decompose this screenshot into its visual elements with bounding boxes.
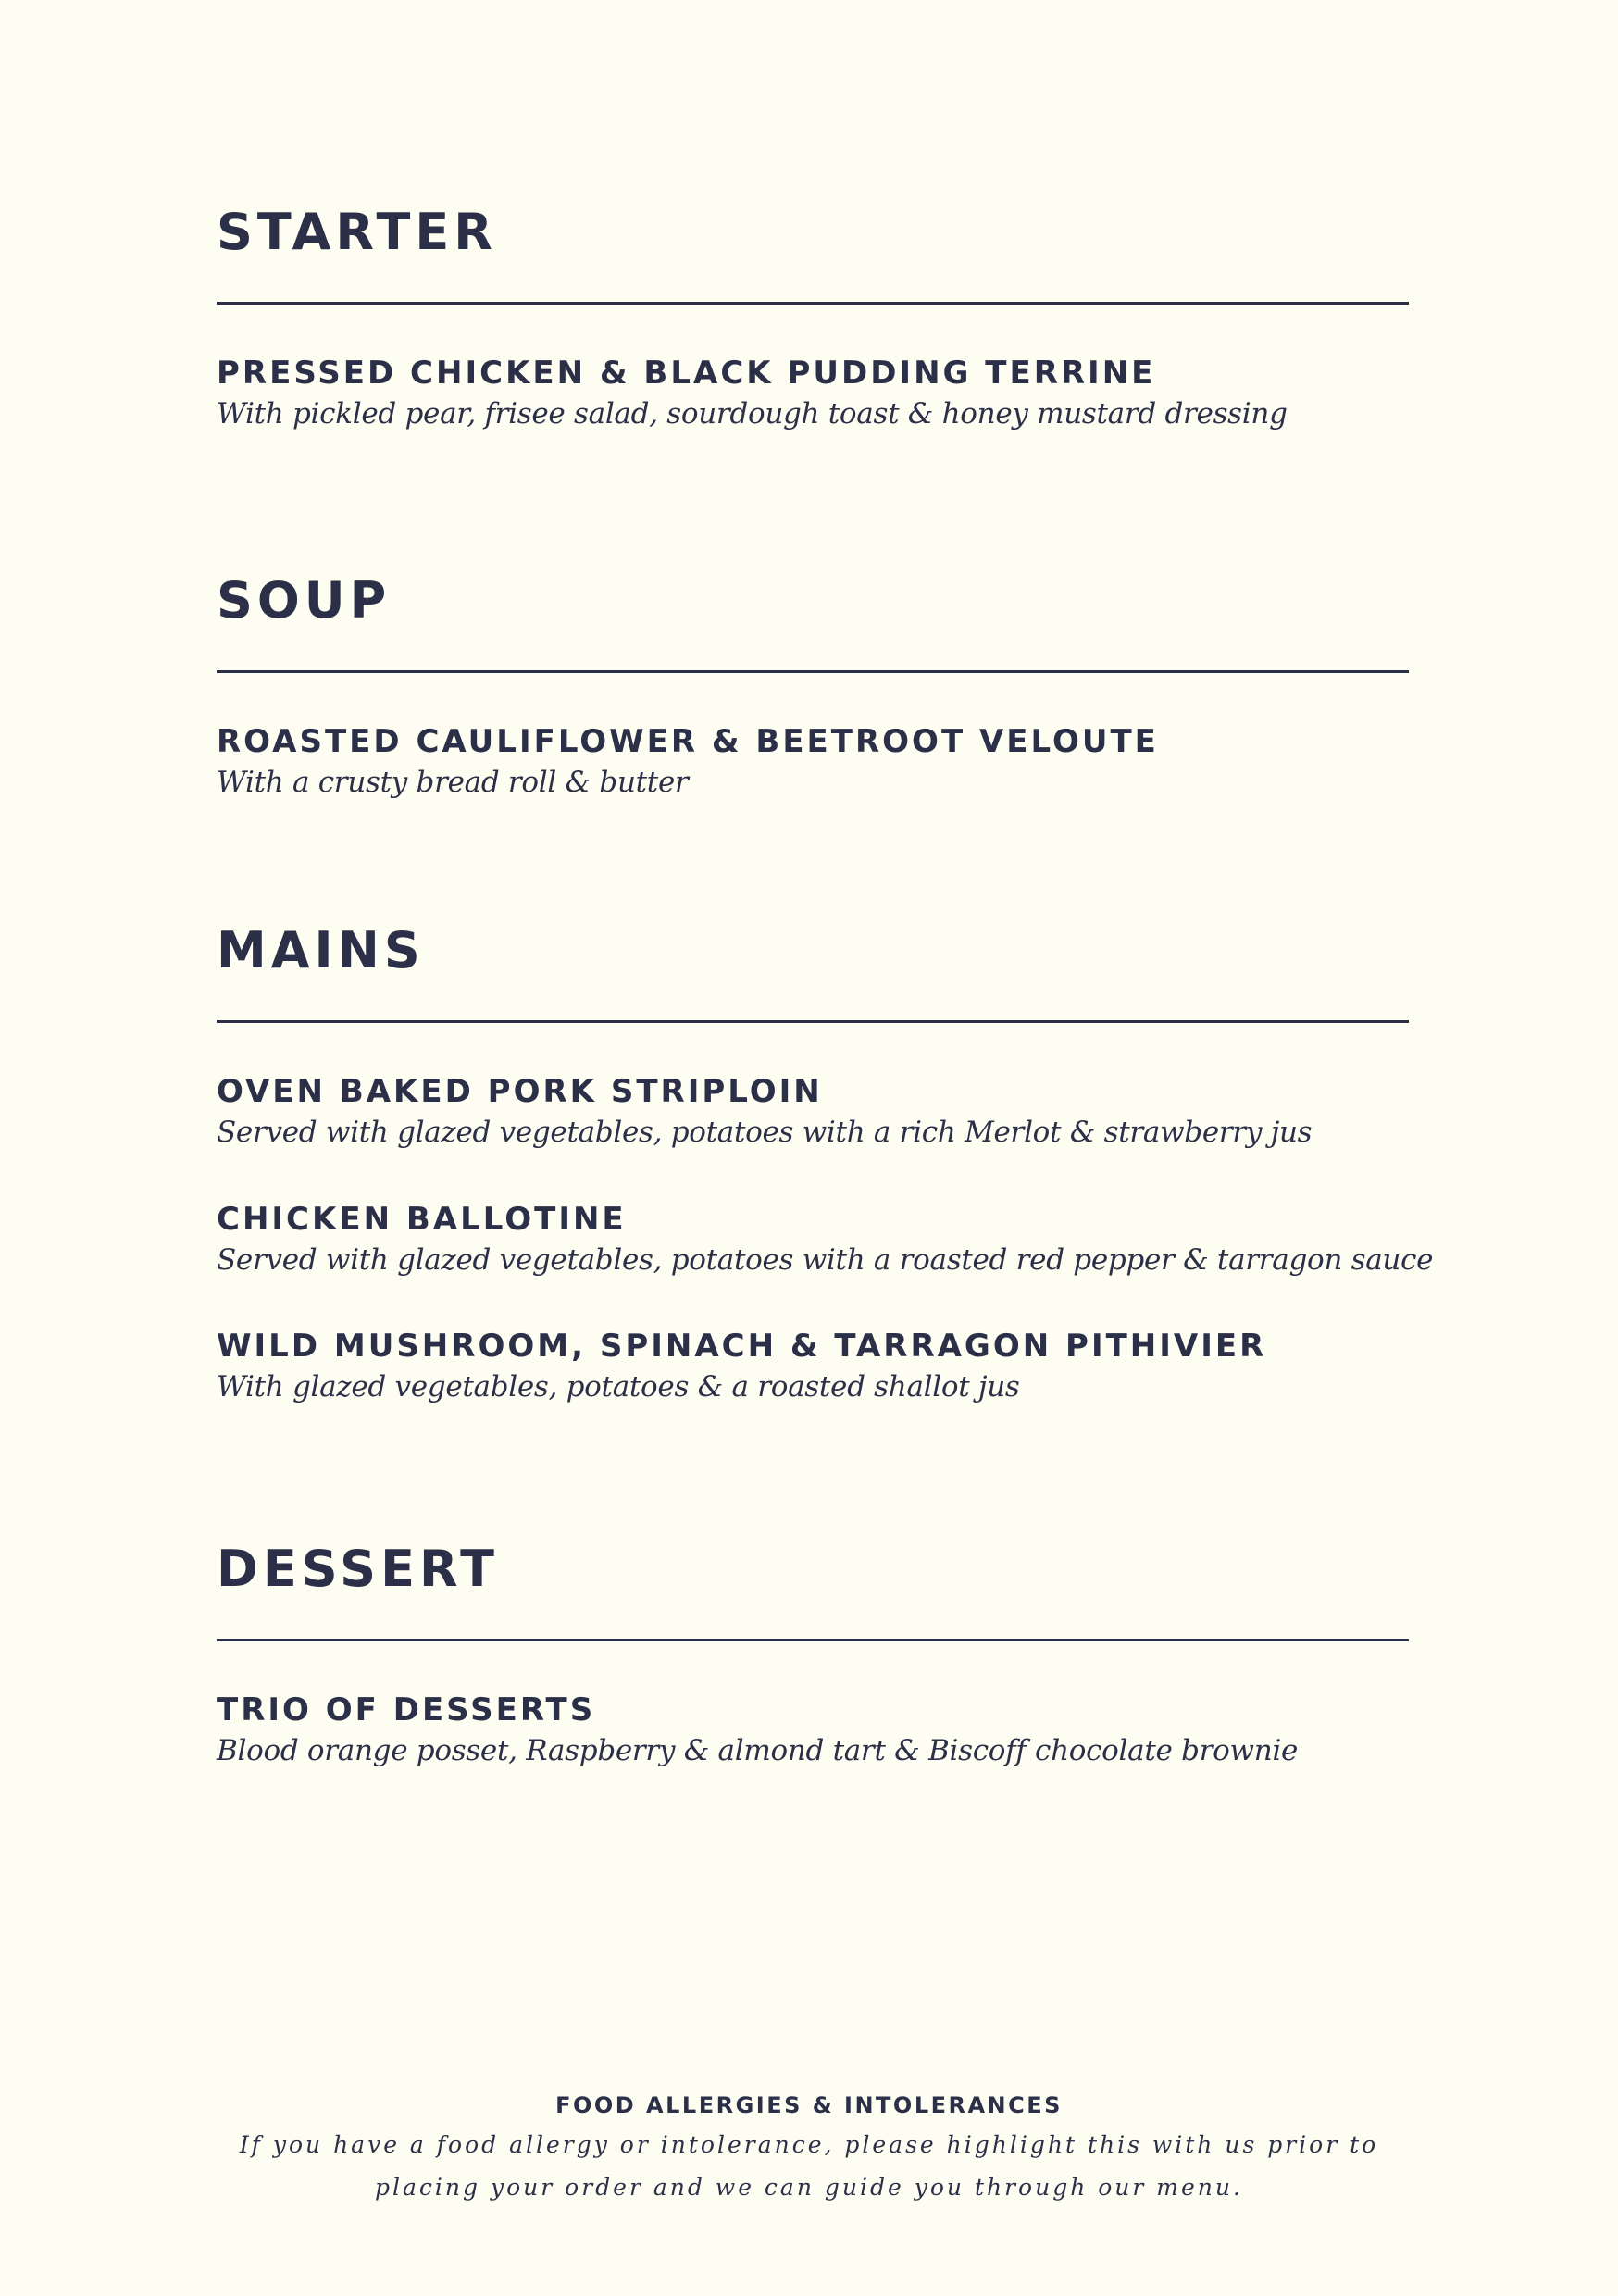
menu-item-name: CHICKEN BALLOTINE	[217, 1201, 627, 1238]
allergy-notice-title: FOOD ALLERGIES & INTOLERANCES	[555, 2092, 1063, 2118]
section-title: STARTER	[217, 203, 497, 261]
section-title: SOUP	[217, 571, 392, 630]
menu-item-description: With glazed vegetables, potatoes & a roasted shallot jus	[217, 1370, 1020, 1404]
menu-item-name: WILD MUSHROOM, SPINACH & TARRAGON PITHIVIER	[217, 1328, 1267, 1365]
menu-item-description: With pickled pear, frisee salad, sourdough toast & honey mustard dressing	[217, 397, 1288, 430]
section-divider	[217, 302, 1409, 305]
section-title: DESSERT	[217, 1540, 499, 1598]
menu-item-name: PRESSED CHICKEN & BLACK PUDDING TERRINE	[217, 355, 1156, 392]
menu-item-description: Served with glazed vegetables, potatoes with a roasted red pepper & tarragon sauce	[217, 1243, 1434, 1277]
section-divider	[217, 1020, 1409, 1023]
menu-item-name: TRIO OF DESSERTS	[217, 1691, 596, 1728]
menu-item-name: OVEN BAKED PORK STRIPLOIN	[217, 1073, 823, 1110]
allergy-notice-line: placing your order and we can guide you through our menu.	[375, 2174, 1243, 2201]
allergy-notice-line: If you have a food allergy or intolerance, please highlight this with us prior to	[239, 2131, 1379, 2158]
menu-item-name: ROASTED CAULIFLOWER & BEETROOT VELOUTE	[217, 723, 1159, 760]
menu-item-description: Served with glazed vegetables, potatoes with a rich Merlot & strawberry jus	[217, 1116, 1313, 1149]
section-divider	[217, 670, 1409, 673]
menu-item-description: Blood orange posset, Raspberry & almond tart & Biscoff chocolate brownie	[217, 1734, 1299, 1767]
menu-item-description: With a crusty bread roll & butter	[217, 766, 689, 799]
section-title: MAINS	[217, 921, 425, 980]
section-divider	[217, 1639, 1409, 1641]
